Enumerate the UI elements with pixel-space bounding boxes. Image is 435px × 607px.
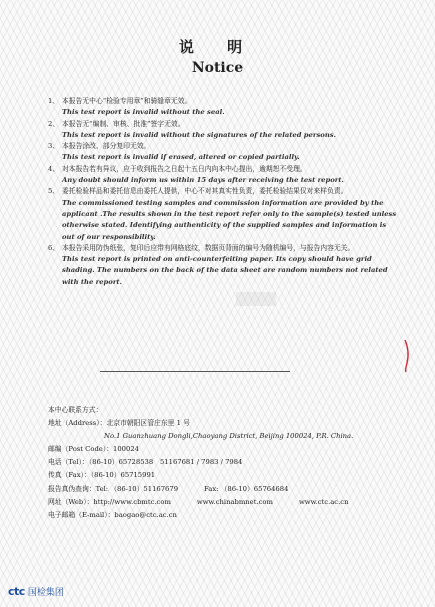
notice-list xyxy=(48,96,400,288)
address-cn: 北京市朝阳区管庄东里 1 号 xyxy=(106,419,190,428)
address-en: No.1 Guanzhuang Dongli,Chaoyang District, Beijing 100024, P.R. China. xyxy=(104,432,354,441)
notice-text-en: The commissioned testing samples and commission information are provided by the applicant .The results shown in the test report refer only to the sample(s) tested unless otherwise stated. Identifying authenticity of the supplied samples and information is out of our responsibility. xyxy=(62,198,397,241)
notice-text-cn: 本报告无中心“检验专用章”和骑缝章无效。 xyxy=(62,97,192,105)
notice-number: 1、 xyxy=(48,97,60,105)
notice-number: 5、 xyxy=(48,187,60,196)
notice-text-en: This test report is invalid if erased, altered or copied partially. xyxy=(62,153,300,162)
notice-number: 6、 xyxy=(48,243,60,252)
notice-number: 4、 xyxy=(48,164,60,173)
enquiry-fax: Fax: （86-10）65764684 xyxy=(204,484,289,493)
enquiry-tel: 报告真伪查询：Tel: （86-10）51167679 xyxy=(48,484,179,493)
web-link-2[interactable]: www.chinabmnet.com xyxy=(196,497,273,506)
notice-item xyxy=(48,243,400,288)
website-row xyxy=(48,496,408,509)
notice-text-en: Any doubt should inform us within 15 days after receiving the test report. xyxy=(62,176,344,185)
divider-line xyxy=(100,371,290,372)
notice-text-cn: 本报告采用防伪纸张，复印后应带有网格底纹，数据页背面的编号为随机编号，与报告内容无关。 xyxy=(62,243,355,252)
notice-item xyxy=(48,141,400,164)
notice-item xyxy=(48,186,400,242)
logo-mark: ctc xyxy=(8,585,25,598)
notice-text-cn: 委托检验样品和委托信息由委托人提供，中心不对其真实性负责，委托检验结果仅对来样负责。 xyxy=(62,187,348,196)
fax: 传真（Fax）：（86-10）65715991 xyxy=(48,471,156,480)
contact-heading: 本中心联系方式： xyxy=(48,406,103,414)
notice-text-cn: 本报告无“编制、审核、批准”签字无效。 xyxy=(62,119,185,128)
notice-number: 3、 xyxy=(48,142,60,151)
address-label: 地址（Address）： xyxy=(48,419,107,428)
notice-item xyxy=(48,164,400,187)
authenticity-enquiry xyxy=(48,483,408,496)
email: 电子邮箱（E-mail）：baogao@ctc.ac.cn xyxy=(48,510,177,519)
notice-text-cn: 本报告涂改、部分复印无效。 xyxy=(62,142,151,151)
address-row xyxy=(48,417,408,430)
postcode: 邮编（Post Code）：100024 xyxy=(48,445,139,454)
notice-text-en: This test report is invalid without the signatures of the related persons. xyxy=(62,130,336,139)
web-link-3[interactable]: www.ctc.ac.cn xyxy=(298,497,349,506)
title-chinese: 说 明 xyxy=(178,38,257,56)
telephone: 电话（Tel）：（86-10）65728538 51167681 / 7983 / 7984 xyxy=(48,458,243,467)
web-label: 网址（Web）： xyxy=(48,497,94,506)
faded-watermark xyxy=(236,292,276,306)
notice-text-en: This test report is invalid without the seal. xyxy=(62,108,225,117)
contact-block xyxy=(48,404,408,522)
notice-number: 2、 xyxy=(48,119,60,128)
logo-text: 国检集团 xyxy=(27,588,64,598)
web-link-1[interactable]: http://www.cbmtc.com xyxy=(93,497,171,506)
notice-item xyxy=(48,119,400,142)
notice-text-cn: 对本报告若有异议，应于收到报告之日起十五日内向本中心提出，逾期恕不受理。 xyxy=(62,164,307,173)
notice-item xyxy=(48,96,400,119)
red-pen-mark xyxy=(401,339,411,373)
title-english: Notice xyxy=(191,60,244,76)
notice-text-en: This test report is printed on anti-counterfeiting paper. Its copy should have grid shading. The numbers on the back of the data sheet are random numbers not related with the report. xyxy=(62,255,388,286)
ctc-logo xyxy=(8,585,64,598)
